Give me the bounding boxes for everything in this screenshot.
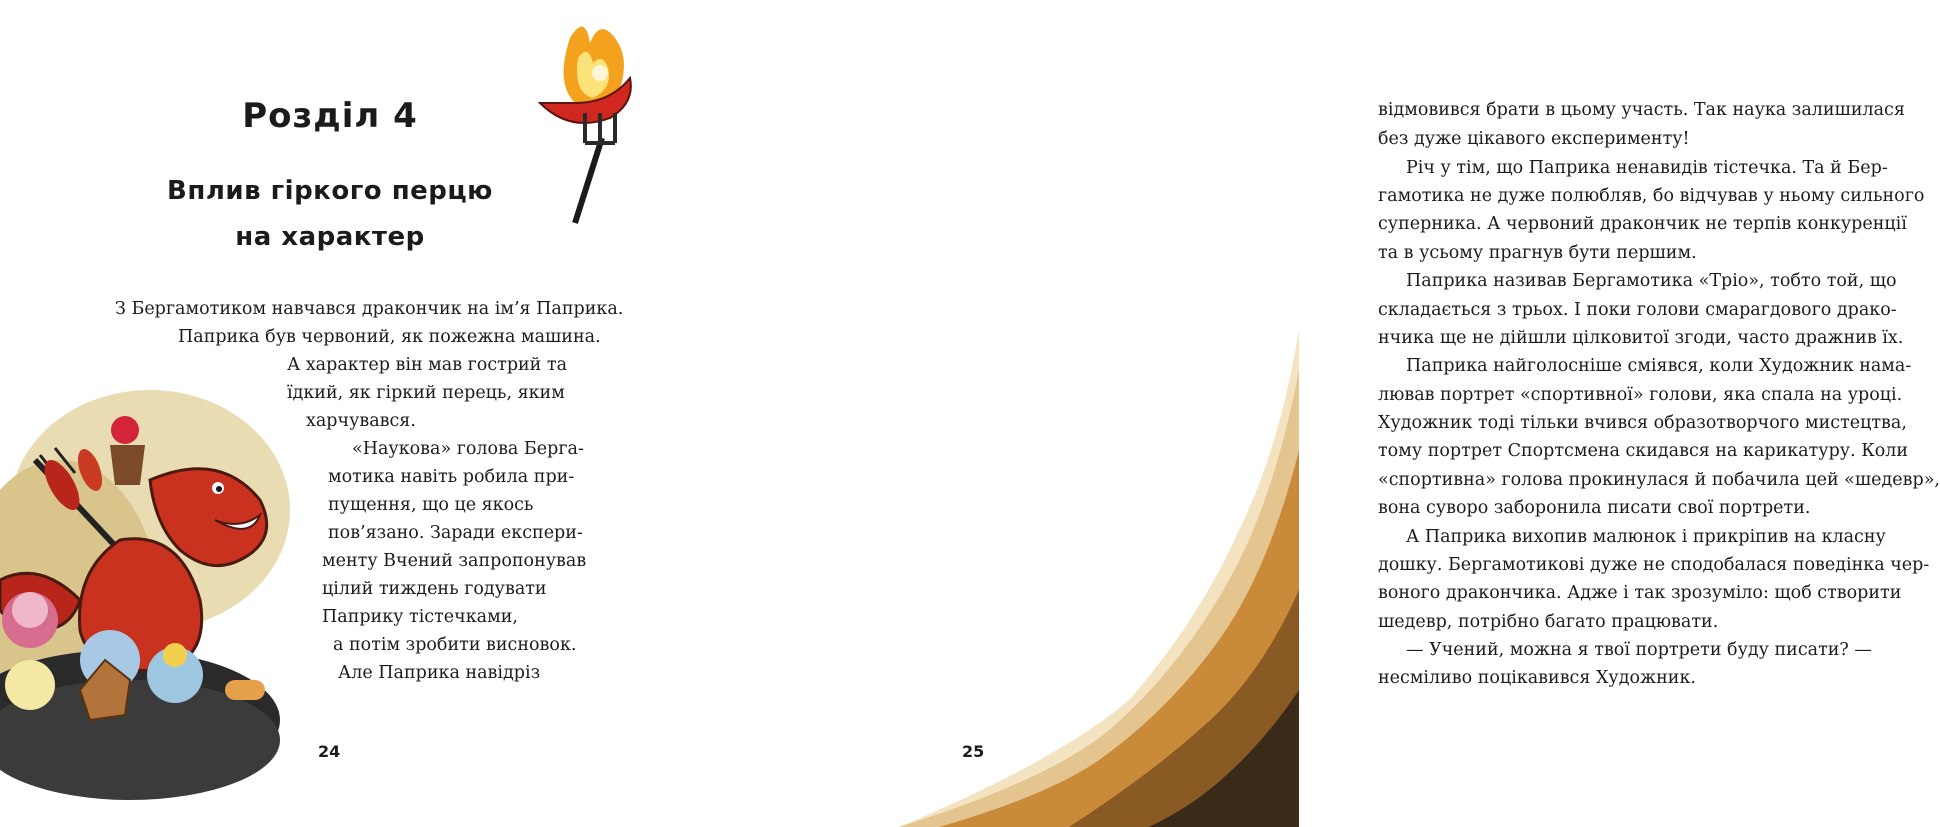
text-line: «спортивна» голова прокинулася й побачила цей «шедевр»,	[1378, 470, 1940, 490]
page-number-left: 24	[318, 742, 341, 761]
text-line: суперника. А червоний дракончик не терпів конкуренції	[1378, 214, 1907, 234]
text-line: Художник тоді тільки вчився образотворчого мистецтва,	[1378, 413, 1907, 433]
text-line: без дуже цікавого експерименту!	[1378, 129, 1690, 149]
text-line: «Наукова» голова Берга-	[352, 439, 584, 459]
pepper-fork-illustration	[530, 18, 650, 228]
page-number-right: 25	[962, 742, 985, 761]
text-line: вона суворо заборонила писати свої портрети.	[1378, 498, 1811, 518]
text-line: лював портрет «спортивної» голови, яка спала на уроці.	[1378, 385, 1903, 405]
text-line: Паприка був червоний, як пожежна машина.	[178, 327, 601, 347]
text-line: воного дракончика. Адже і так зрозуміло: щоб створити	[1378, 583, 1902, 603]
text-line: пов’язано. Заради експери-	[328, 523, 583, 543]
text-line: Річ у тім, що Паприка ненавидів тістечка. Та й Бер-	[1406, 158, 1888, 178]
text-line: Паприка називав Бергамотика «Тріо», тобто той, що	[1406, 271, 1897, 291]
text-line: та в усьому прагнув бути першим.	[1378, 243, 1697, 263]
chapter-subtitle-line-2: на характер	[235, 222, 425, 252]
text-line: Паприку тістечками,	[322, 607, 518, 627]
text-line: Паприка найголосніше сміявся, коли Художник нама-	[1406, 356, 1912, 376]
text-line: З Бергамотиком навчався дракончик на ім’я Паприка.	[115, 299, 624, 319]
text-line: складається з трьох. І поки голови смарагдового драко-	[1378, 300, 1897, 320]
text-line: цілий тиждень годувати	[322, 579, 547, 599]
chapter-subtitle-line-1: Вплив гіркого перцю	[167, 176, 493, 206]
right-page	[650, 0, 1940, 827]
text-line: пущення, що це якось	[328, 495, 534, 515]
text-line: нчика ще не дійшли цілковитої згоди, часто дражнив їх.	[1378, 328, 1904, 348]
text-line: менту Вчений запропонував	[322, 551, 587, 571]
text-line: їдкий, як гіркий перець, яким	[287, 383, 565, 403]
text-line: гамотика не дуже полюбляв, бо відчував у ньому сильного	[1378, 186, 1925, 206]
text-line: відмовився брати в цьому участь. Так наука залишилася	[1378, 100, 1905, 120]
text-line: а потім зробити висновок.	[333, 635, 577, 655]
text-line: тому портрет Спортсмена скидався на карикатуру. Коли	[1378, 441, 1909, 461]
text-line: А характер він мав гострий та	[287, 355, 568, 375]
text-line: дошку. Бергамотикові дуже не сподобалася поведінка чер-	[1378, 555, 1930, 575]
chapter-title: Розділ 4	[242, 96, 418, 136]
text-line: харчувався.	[306, 411, 416, 431]
text-line: несміливо поцікавився Художник.	[1378, 668, 1696, 688]
text-line: мотика навіть робила при-	[328, 467, 575, 487]
dragon-illustration	[0, 360, 300, 827]
text-line: Але Паприка навідріз	[338, 663, 541, 683]
text-line: — Учений, можна я твої портрети буду писати? —	[1406, 640, 1872, 660]
burnt-paper-edge	[899, 330, 1299, 827]
text-line: А Паприка вихопив малюнок і прикріпив на класну	[1406, 527, 1886, 547]
text-line: шедевр, потрібно багато працювати.	[1378, 612, 1719, 632]
